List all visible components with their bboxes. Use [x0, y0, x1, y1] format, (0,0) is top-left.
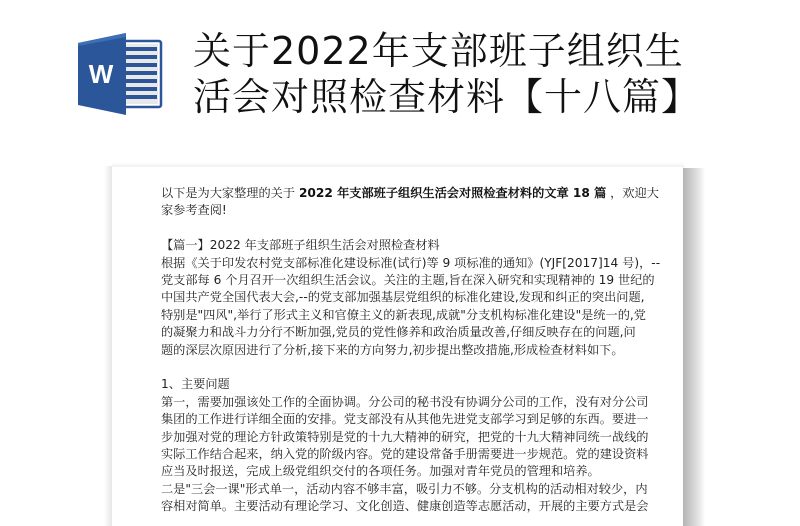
paragraph-line: 特别是"四风",举行了形式主义和官僚主义的新表现,成就"分支机构标准化建设"是统一的,党 — [161, 307, 646, 322]
page-shadow-left — [104, 166, 112, 526]
intro-bold-title: 2022 年支部班子组织生活会对照检查材料的文章 18 篇 — [298, 186, 607, 200]
paragraph-line: 实际工作结合起来，纳入党的阶级内容。党的建设常备手册需要进一步规范。党的建设资料 — [161, 447, 649, 462]
document-page — [112, 167, 683, 526]
paragraph-line: 中国共产党全国代表大会,--的党支部加强基层党组织的标准化建设,发现和纠正的突出问题, — [161, 290, 645, 305]
section-heading-1: 【篇一】2022 年支部班子组织生活会对照检查材料 — [161, 238, 440, 253]
paragraph-line: 根据《关于印发农村党支部标准化建设标准(试行)等 9 项标准的通知》(YJF[2017]14 号)，-- — [161, 255, 661, 270]
paragraph-line: 步加强对党的理论方针政策特别是党的十九大精神的研究，把党的十九大精神同统一战线的 — [161, 429, 649, 444]
intro-prefix: 以下是为大家整理的关于 — [161, 186, 299, 200]
word-document-icon — [76, 33, 164, 115]
paragraph-1 — [161, 255, 661, 359]
paragraph-line: 题的深层次原因进行了分析,接下来的方向努力,初步提出整改措施,形成检查材料如下。 — [161, 342, 624, 357]
title-line-2: 活会对照检查材料【十八篇】 — [193, 75, 701, 119]
paragraph-line: 的凝聚力和战斗力分行不断加强,党员的党性修养和政治质量改善,仔细反映存在的问题,问 — [161, 325, 636, 340]
paragraph-line: 容相对简单。主要活动有理论学习、文化创造、健康创造等志愿活动，开展的主要方式是会 — [161, 499, 649, 514]
intro-line-2: 家参考查阅! — [161, 203, 227, 218]
document-title — [193, 28, 700, 120]
intro-line-1 — [161, 185, 659, 202]
paragraph-line: 第一，需要加强该处工作的全面协调。分公司的秘书没有协调分公司的工作，没有对分公司 — [161, 394, 649, 409]
intro-paragraph — [161, 185, 659, 220]
document-body — [161, 185, 661, 516]
svg-text:W: W — [88, 59, 114, 89]
sub-heading-main-problems: 1、主要问题 — [161, 377, 230, 392]
intro-suffix: ，欢迎大 — [606, 186, 659, 200]
title-line-1: 关于2022年支部班子组织生 — [193, 29, 684, 73]
paragraph-2 — [161, 394, 651, 516]
preview-header — [0, 0, 800, 150]
paragraph-line: 集团的工作进行详细全面的安排。党支部没有从其他先进党支部学习到足够的东西。要进一 — [161, 412, 649, 427]
page-shadow-right — [683, 168, 705, 526]
paragraph-line: 二是"三会一课"形式单一，活动内容不够丰富，吸引力不够。分支机构的活动相对较少，内 — [161, 481, 648, 496]
paragraph-line: 应当及时报送，完成上级党组织交付的各项任务。加强对青年党员的管理和培养。 — [161, 464, 600, 479]
paragraph-line: 党支部每 6 个月召开一次组织生活会议。关注的主题,旨在深入研究和实现精神的 19 世纪的 — [161, 273, 655, 288]
